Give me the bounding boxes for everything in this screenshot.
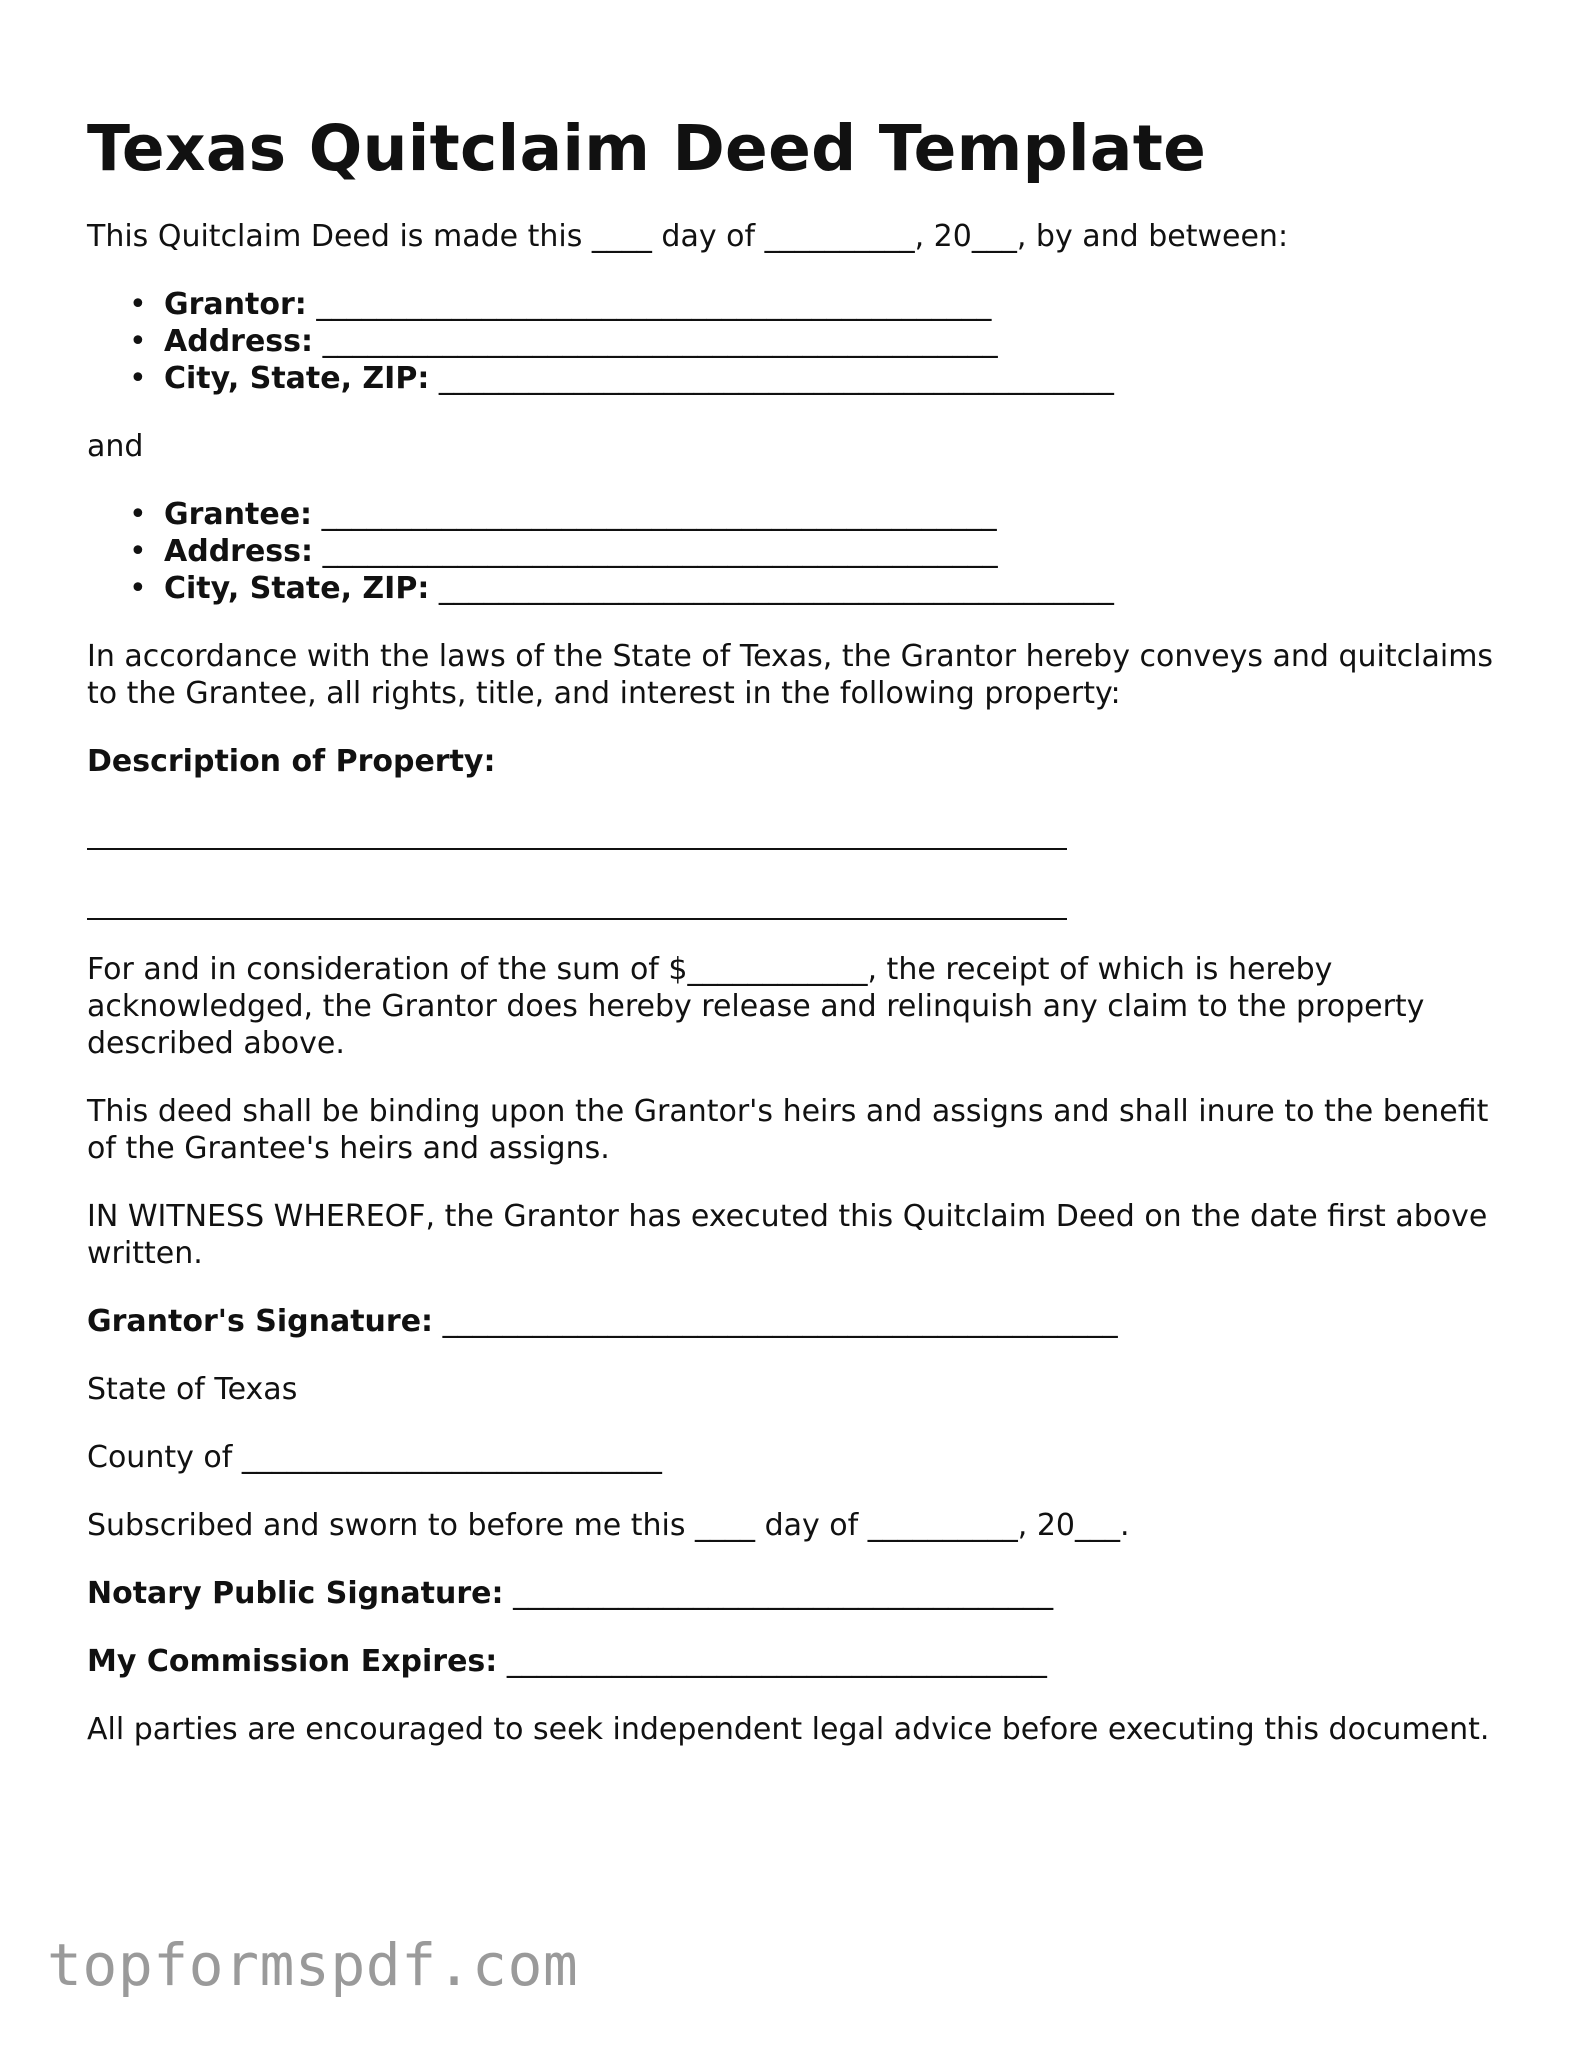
grantee-address-field xyxy=(129,533,1507,570)
intro-paragraph: This Quitclaim Deed is made this ____ day of __________, 20___, by and between: xyxy=(87,219,1289,254)
witness-paragraph: IN WITNESS WHEREOF, the Grantor has executed this Quitclaim Deed on the date first above written. xyxy=(87,1199,1488,1271)
grantee-field-list xyxy=(87,496,1507,607)
property-description-line-1 xyxy=(87,811,1067,850)
sworn-line: Subscribed and sworn to before me this ____ day of __________, 20___. xyxy=(87,1508,1130,1543)
field-label: City, State, ZIP: xyxy=(164,361,430,396)
grantee-name-field xyxy=(129,496,1507,533)
bullet-icon: • xyxy=(129,287,147,322)
bullet-icon: • xyxy=(129,534,147,569)
legal-advice-paragraph: All parties are encouraged to seek independent legal advice before executing this document. xyxy=(87,1712,1490,1747)
notary-signature-line xyxy=(87,1575,1507,1612)
notary-signature-blank: ____________________________________ xyxy=(513,1576,1054,1611)
grantor-signature-blank: _____________________________________________ xyxy=(442,1304,1118,1339)
bullet-icon: • xyxy=(129,497,147,532)
field-label: Grantee: xyxy=(164,497,313,532)
bullet-icon: • xyxy=(129,571,147,606)
field-label: City, State, ZIP: xyxy=(164,571,430,606)
field-blank: _____________________________________________ xyxy=(321,497,997,532)
field-label: Address: xyxy=(164,324,314,359)
property-description-heading: Description of Property: xyxy=(87,744,496,779)
field-label: Address: xyxy=(164,534,314,569)
commission-expires-line xyxy=(87,1643,1507,1680)
property-description-line-2 xyxy=(87,881,1067,920)
grantor-signature-line xyxy=(87,1303,1507,1340)
field-label: Grantor: xyxy=(164,287,307,322)
field-blank: _____________________________________________ xyxy=(322,534,998,569)
grantor-field-list xyxy=(87,286,1507,397)
site-watermark: topformspdf.com xyxy=(47,1931,579,1999)
state-line: State of Texas xyxy=(87,1372,298,1407)
grantor-city-state-zip-field xyxy=(129,360,1507,397)
document-page xyxy=(87,108,1507,1779)
binding-paragraph: This deed shall be binding upon the Grantor's heirs and assigns and shall inure to the benefit of the Grantee's heirs and assigns. xyxy=(87,1094,1489,1166)
bullet-icon: • xyxy=(129,361,147,396)
county-line: County of ____________________________ xyxy=(87,1440,662,1475)
grantee-city-state-zip-field xyxy=(129,570,1507,607)
field-blank: _____________________________________________ xyxy=(322,324,998,359)
grantor-address-field xyxy=(129,323,1507,360)
grantor-name-field xyxy=(129,286,1507,323)
bullet-icon: • xyxy=(129,324,147,359)
document-title: Texas Quitclaim Deed Template xyxy=(87,112,1207,185)
field-blank: _____________________________________________ xyxy=(438,571,1114,606)
commission-expires-blank: ____________________________________ xyxy=(506,1644,1047,1679)
consideration-paragraph: For and in consideration of the sum of $____________, the receipt of which is hereby acknowledged, the Grantor does hereby release and relinquish any claim to the property described above. xyxy=(87,952,1425,1061)
field-blank: _____________________________________________ xyxy=(438,361,1114,396)
field-blank: _____________________________________________ xyxy=(316,287,992,322)
conveyance-paragraph: In accordance with the laws of the State of Texas, the Grantor hereby conveys and quitclaims to the Grantee, all rights, title, and interest in the following property: xyxy=(87,639,1494,711)
grantor-signature-label: Grantor's Signature: xyxy=(87,1304,434,1339)
and-text: and xyxy=(87,429,144,464)
notary-signature-label: Notary Public Signature: xyxy=(87,1576,504,1611)
commission-expires-label: My Commission Expires: xyxy=(87,1644,498,1679)
